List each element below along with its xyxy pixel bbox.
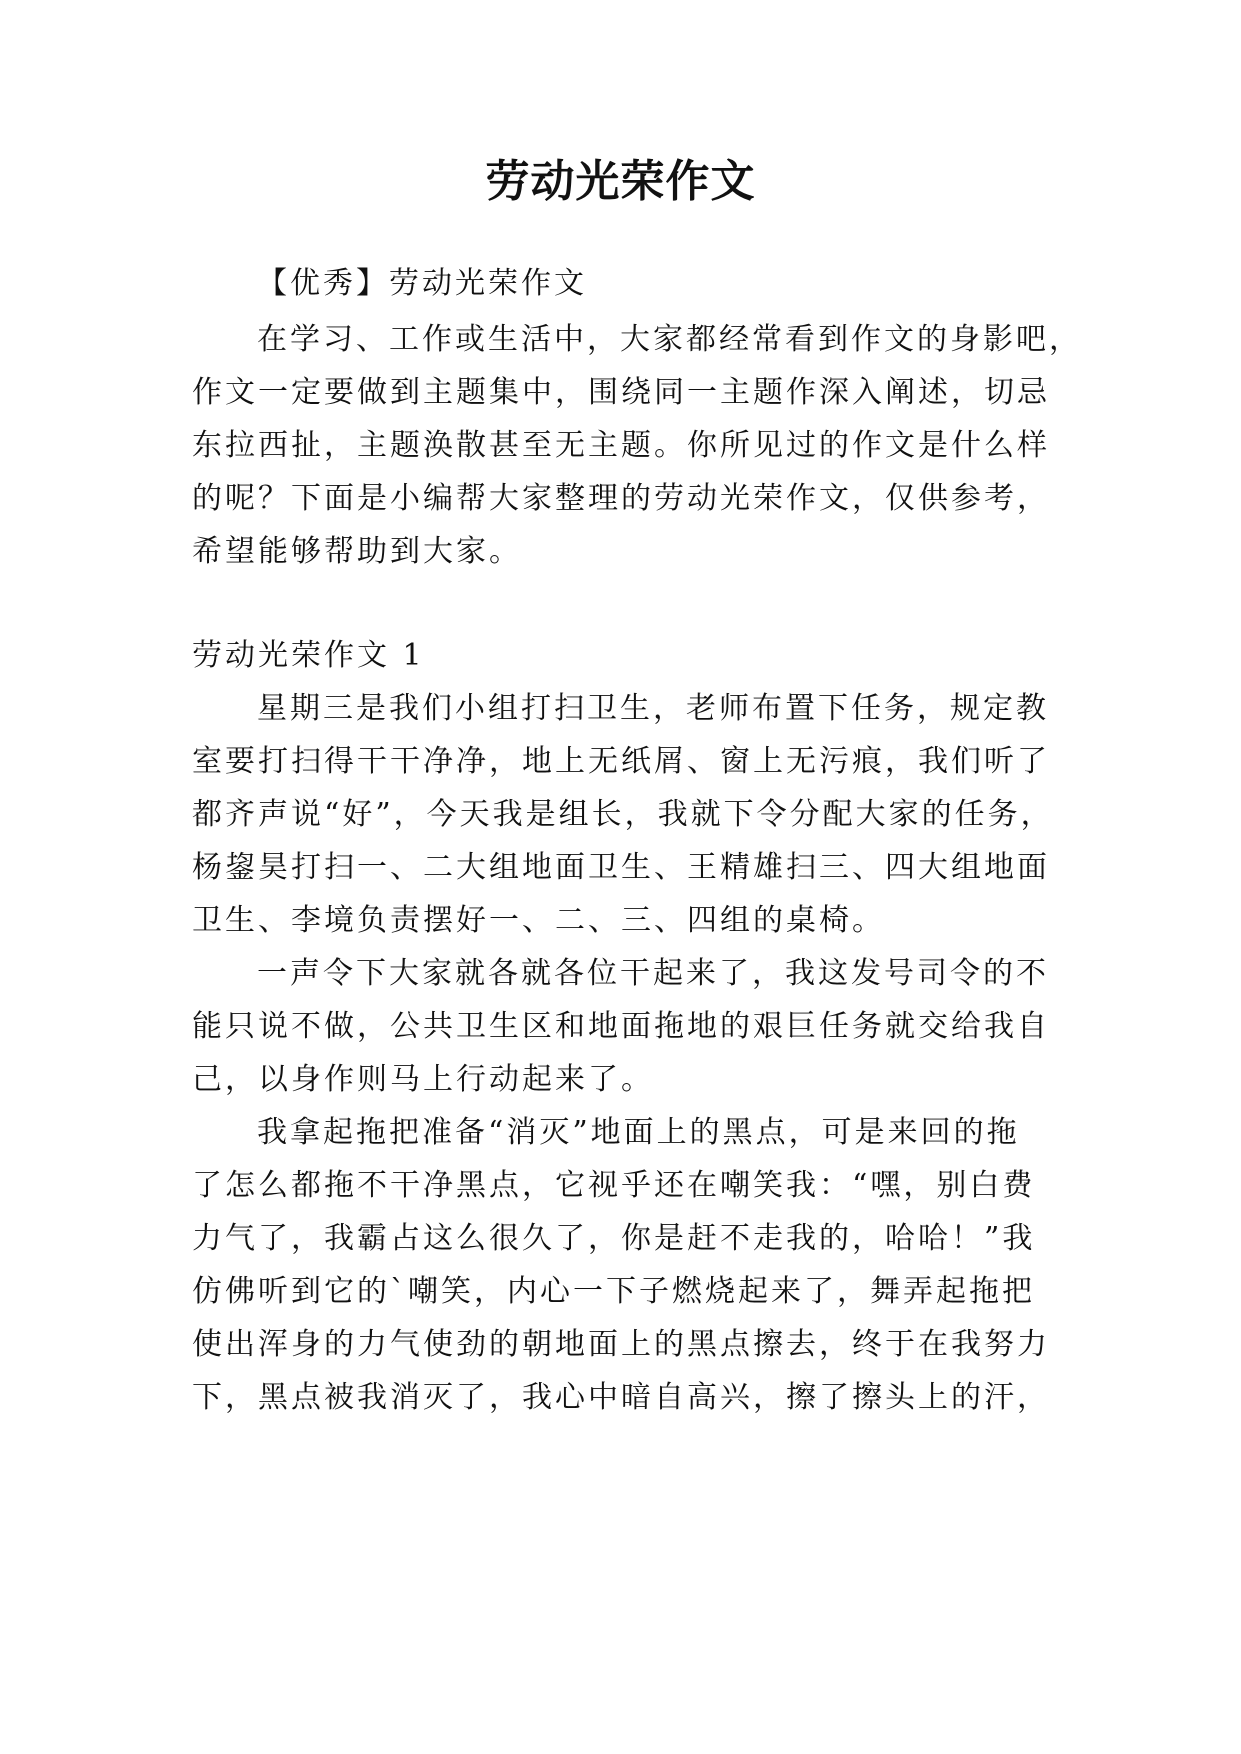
paragraph-line: 使出浑身的力气使劲的朝地面上的黑点擦去，终于在我努力 <box>192 1327 1050 1362</box>
document-subtitle: 【优秀】劳动光荣作文 <box>257 266 587 301</box>
paragraph-line: 卫生、李境负责摆好一、二、三、四组的桌椅。 <box>192 903 885 938</box>
paragraph-line: 星期三是我们小组打扫卫生，老师布置下任务，规定教 <box>257 691 1049 726</box>
paragraph-line: 力气了，我霸占这么很久了，你是赶不走我的，哈哈！”我 <box>192 1221 1036 1256</box>
paragraph-line: 我拿起拖把准备“消灭”地面上的黑点，可是来回的拖 <box>257 1115 1020 1150</box>
section-heading: 劳动光荣作文 1 <box>192 638 425 673</box>
paragraph-line: 室要打扫得干干净净，地上无纸屑、窗上无污痕，我们听了 <box>192 744 1050 779</box>
paragraph-line: 都齐声说“好”，今天我是组长，我就下令分配大家的任务， <box>192 797 1054 832</box>
document-title: 劳动光荣作文 <box>485 156 756 207</box>
intro-line: 作文一定要做到主题集中，围绕同一主题作深入阐述，切忌 <box>192 375 1050 410</box>
paragraph-line: 下，黑点被我消灭了，我心中暗自高兴，擦了擦头上的汗， <box>192 1380 1050 1415</box>
intro-line: 希望能够帮助到大家。 <box>192 534 522 569</box>
paragraph-line: 仿佛听到它的`嘲笑，内心一下子燃烧起来了，舞弄起拖把 <box>192 1274 1035 1309</box>
paragraph-line: 一声令下大家就各就各位干起来了，我这发号司令的不 <box>257 956 1049 991</box>
intro-line: 的呢？下面是小编帮大家整理的劳动光荣作文，仅供参考， <box>192 481 1050 516</box>
intro-line: 东拉西扯，主题涣散甚至无主题。你所见过的作文是什么样 <box>192 428 1050 463</box>
intro-line: 在学习、工作或生活中，大家都经常看到作文的身影吧， <box>257 322 1082 357</box>
paragraph-line: 了怎么都拖不干净黑点，它视乎还在嘲笑我：“嘿，别白费 <box>192 1168 1036 1203</box>
paragraph-line: 己，以身作则马上行动起来了。 <box>192 1062 654 1097</box>
paragraph-line: 杨鋆昊打扫一、二大组地面卫生、王精雄扫三、四大组地面 <box>192 850 1050 885</box>
paragraph-line: 能只说不做，公共卫生区和地面拖地的艰巨任务就交给我自 <box>192 1009 1050 1044</box>
